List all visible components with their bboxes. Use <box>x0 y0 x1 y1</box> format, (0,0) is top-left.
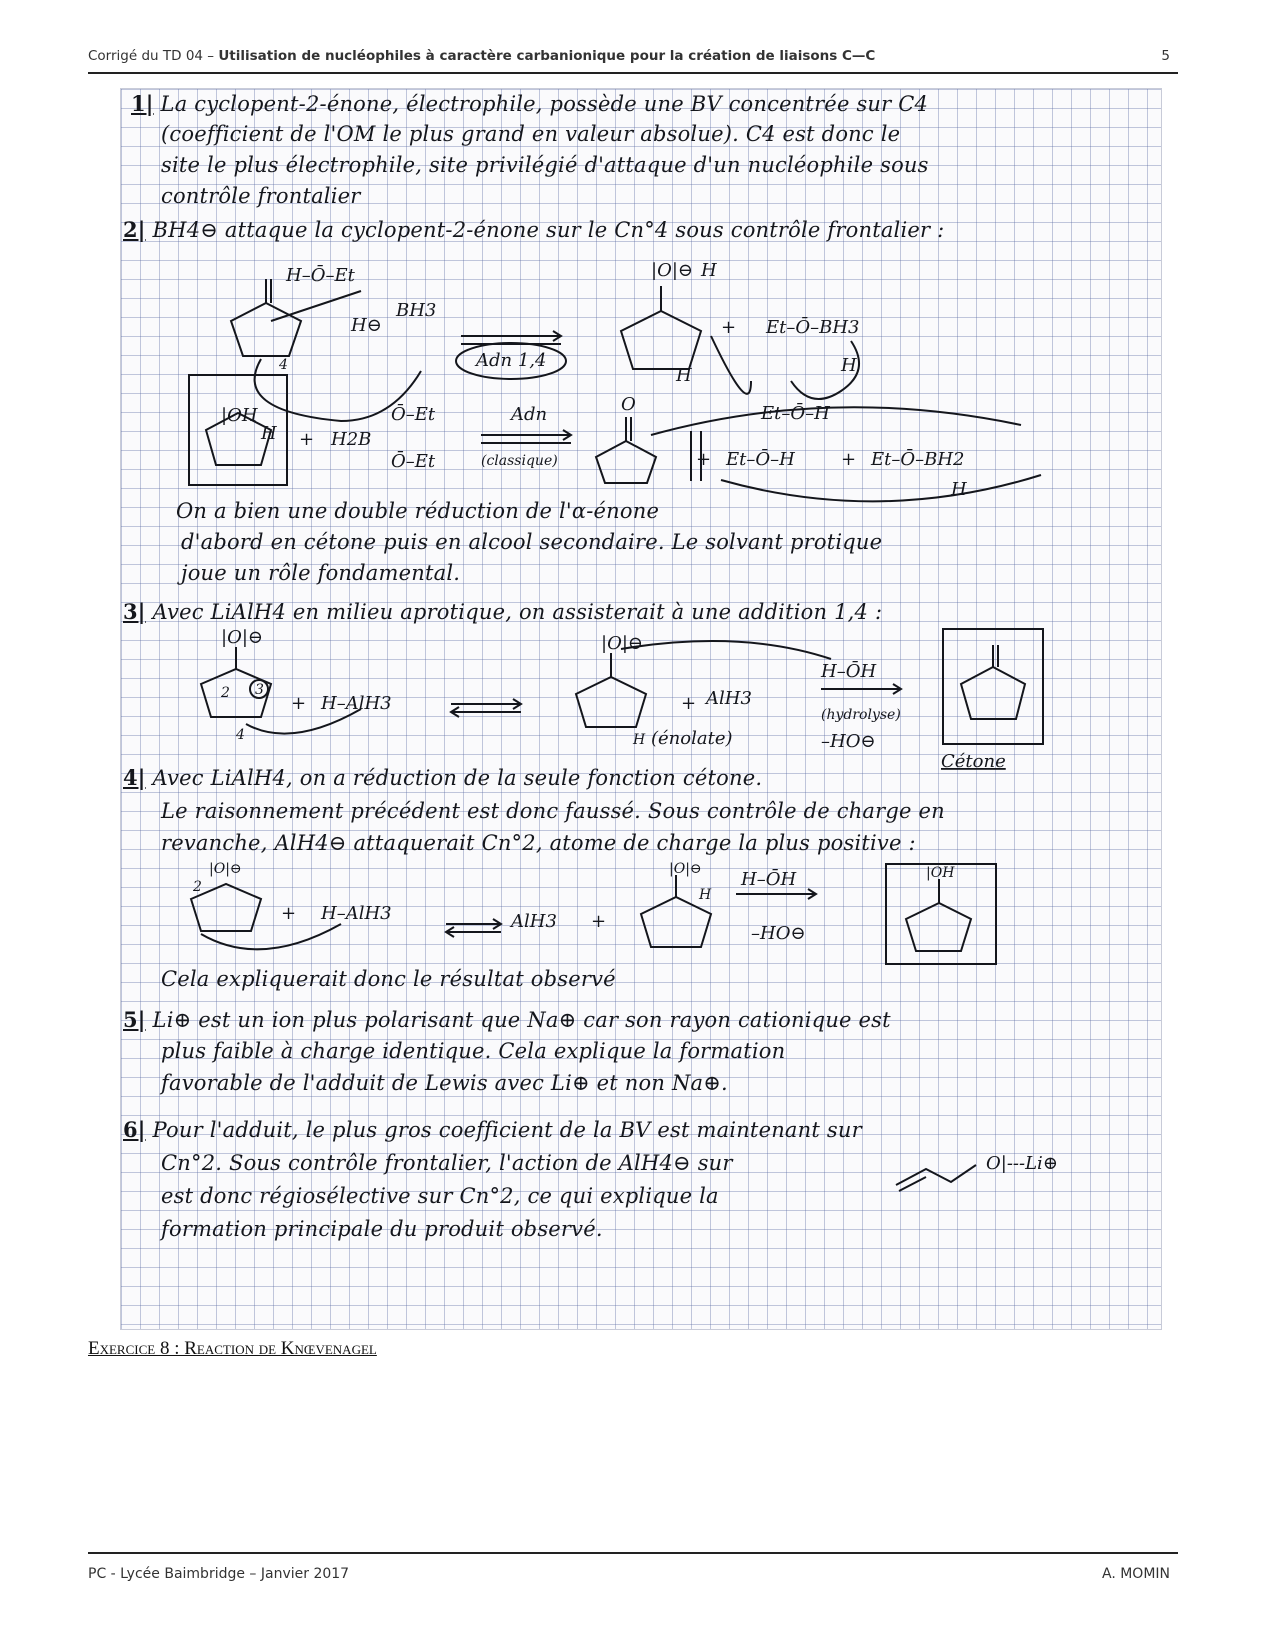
s2-number: 2| <box>123 217 146 242</box>
s3-carbon-3-label: 3 <box>255 682 264 698</box>
footer-left: PC - Lycée Baimbridge – Janvier 2017 <box>88 1566 350 1582</box>
s1-number: 1| <box>131 91 154 116</box>
s4-h-alh3-label: H–AlH3 <box>321 903 392 924</box>
h-label-bh2: H <box>951 479 967 500</box>
arrow-curve-2 <box>651 407 1021 435</box>
cyclopentanone-ring <box>596 441 656 483</box>
footer-right: A. MOMIN <box>1101 1566 1170 1582</box>
reagent-h-o-et: H–Ō–Et <box>286 265 355 286</box>
s3-enolate-ring <box>576 677 646 727</box>
h-label-enolate: H <box>676 365 692 386</box>
s5-line1-text: Li⊕ est un ion plus polarisant que Na⊕ car son rayon cationique est <box>152 1008 891 1032</box>
s3-plus-sign-2: + <box>681 693 697 714</box>
adn-1-4-label: Adn 1,4 <box>476 350 547 371</box>
s3-alh3-label: AlH3 <box>706 688 752 709</box>
s6-adduct-svg <box>891 1147 1101 1197</box>
s4-h-label: H <box>699 887 712 903</box>
o-et-label-2: Ō–Et <box>391 451 436 472</box>
s3-cetone-label: Cétone <box>941 751 1006 772</box>
s3-plus-sign-1: + <box>291 693 307 714</box>
hydride-label: H⊖ <box>351 315 382 336</box>
o-et-label-1: Ō–Et <box>391 404 436 425</box>
s4-oh-label: |OH <box>926 865 955 881</box>
s6-adduct-drawing <box>891 1147 1101 1197</box>
s4-line2: Le raisonnement précédent est donc faussé. Sous contrôle de charge en <box>161 799 945 823</box>
s6-adduct-label: O|---Li⊕ <box>986 1153 1058 1174</box>
et-o-bh2-label: Et–Ō–BH2 <box>871 449 965 470</box>
s4-plus-sign-2: + <box>591 911 607 932</box>
plus-sign-3: + <box>696 449 712 470</box>
s3-h-label: H <box>633 732 646 748</box>
s3-hydrolyse-label: (hydrolyse) <box>821 707 901 723</box>
s2-reaction-scheme-2 <box>181 365 1131 505</box>
s5-number: 5| <box>123 1007 146 1032</box>
s3-line1 <box>123 599 882 624</box>
s4-carbon-2-label: 2 <box>193 879 202 895</box>
ethanol-label-2: Et–Ō–H <box>726 449 795 470</box>
s6-line1 <box>123 1117 862 1142</box>
enolate-oxygen-label: |O|⊖ <box>651 260 693 281</box>
enolate-ring-1 <box>621 311 701 369</box>
h-arrow-label: H <box>701 260 717 281</box>
h2b-label: H2B <box>331 429 372 450</box>
s4-alkoxide-ring <box>641 897 711 947</box>
exercise-title: Exercice 8 : Reaction de Knœvenagel <box>88 1338 377 1359</box>
plus-sign-1: + <box>721 317 737 338</box>
s2-line3: d'abord en cétone puis en alcool secondaire. Le solvant protique <box>181 530 883 554</box>
s4-line4: Cela expliquerait donc le résultat observé <box>161 967 616 991</box>
s6-line3: est donc régiosélective sur Cn°2, ce qui explique la <box>161 1184 719 1208</box>
page-number: 5 <box>1161 48 1170 64</box>
s4-line1 <box>123 765 762 790</box>
s3-reaction-drawing <box>181 627 1081 772</box>
header-title <box>88 48 875 64</box>
page-footer <box>88 1552 1178 1594</box>
h-label-bh3: H <box>841 355 857 376</box>
s4-product-ring <box>906 903 971 951</box>
s1-line1 <box>131 91 928 116</box>
s4-number: 4| <box>123 765 146 790</box>
handwritten-notes <box>120 88 1162 1330</box>
header-title-prefix: Corrigé du TD 04 – <box>88 48 219 64</box>
s6-number: 6| <box>123 1117 146 1142</box>
reagent-bh3: BH3 <box>396 300 437 321</box>
classique-label: (classique) <box>481 453 558 469</box>
alcohol-box <box>189 375 287 485</box>
s3-reaction-scheme <box>181 627 1081 772</box>
s4-alh3-label: AlH3 <box>511 911 557 932</box>
s6-line4: formation principale du produit observé. <box>161 1217 603 1241</box>
s4-plus-sign-1: + <box>281 903 297 924</box>
s4-line1-text: Avec LiAlH4, on a réduction de la seule fonction cétone. <box>152 766 763 790</box>
adn-label: Adn <box>511 404 548 425</box>
s1-line4: contrôle frontalier <box>161 184 361 208</box>
s3-oxygen-label-1: |O|⊖ <box>221 627 263 648</box>
s6-line1-text: Pour l'adduit, le plus gros coefficient de la BV est maintenant sur <box>152 1118 862 1142</box>
s4-reaction-drawing <box>181 859 1061 969</box>
cetone-ring <box>961 667 1025 719</box>
s4-reaction-scheme <box>181 859 1061 969</box>
s2-reaction-2-drawing <box>181 365 1131 505</box>
s4-water-label: H–ŌH <box>741 869 797 890</box>
cyclopentenone-ring-1 <box>231 303 301 356</box>
s3-water-label: H–ŌH <box>821 661 877 682</box>
s3-h-alh3-label: H–AlH3 <box>321 693 392 714</box>
h-sub-label: H <box>261 423 277 444</box>
s5-line3: favorable de l'adduit de Lewis avec Li⊕ et non Na⊕. <box>161 1071 728 1095</box>
s5-line2: plus faible à charge identique. Cela explique la formation <box>161 1039 786 1063</box>
page-header <box>88 42 1178 74</box>
s1-line3: site le plus électrophile, site privilégié d'attaque d'un nucléophile sous <box>161 153 929 177</box>
s3-carbon-2-label: 2 <box>221 685 230 701</box>
s4-oxygen-label: |O|⊖ <box>209 861 242 877</box>
s1-line2: (coefficient de l'OM le plus grand en valeur absolue). C4 est donc le <box>161 122 901 146</box>
plus-sign-4: + <box>841 449 857 470</box>
s2-line2: On a bien une double réduction de l'α-énone <box>176 499 660 523</box>
ethanol-label-1: Et–Ō–H <box>761 403 830 424</box>
s3-carbon-4-label: 4 <box>236 727 245 743</box>
oh-label: |OH <box>221 405 258 426</box>
plus-sign-2: + <box>299 429 315 450</box>
ketone-oxygen-label: O <box>621 394 636 415</box>
et-o-bh3-label: Et–Ō–BH3 <box>766 317 860 338</box>
alcohol-ring <box>206 413 271 465</box>
s3-oxygen-label-2: |O|⊖ <box>601 633 643 654</box>
s2-line1-text: BH4⊖ attaque la cyclopent-2-énone sur le Cn°4 sous contrôle frontalier : <box>152 218 945 242</box>
s3-ho-minus-label: –HO⊖ <box>821 731 876 752</box>
header-title-main: Utilisation de nucléophiles à caractère carbanionique pour la création de liaisons C—C <box>218 48 876 64</box>
s1-line1-text: La cyclopent-2-énone, électrophile, possède une BV concentrée sur C4 <box>160 92 929 116</box>
s4-ho-minus-label: –HO⊖ <box>751 923 806 944</box>
carbon-4-label: 4 <box>279 357 288 373</box>
s3-line1-text: Avec LiAlH4 en milieu aprotique, on assisterait à une addition 1,4 : <box>152 600 883 624</box>
s2-line1 <box>123 217 944 242</box>
s3-number: 3| <box>123 599 146 624</box>
s4-line3: revanche, AlH4⊖ attaquerait Cn°2, atome de charge la plus positive : <box>161 831 916 855</box>
s2-line4: joue un rôle fondamental. <box>181 561 461 585</box>
s5-line1 <box>123 1007 891 1032</box>
arrow-curve-1 <box>271 291 361 321</box>
s4-alkoxide-oxygen-label: |O|⊖ <box>669 861 702 877</box>
s3-enolate-label: (énolate) <box>651 728 733 749</box>
s6-line2: Cn°2. Sous contrôle frontalier, l'action de AlH4⊖ sur <box>161 1151 733 1175</box>
